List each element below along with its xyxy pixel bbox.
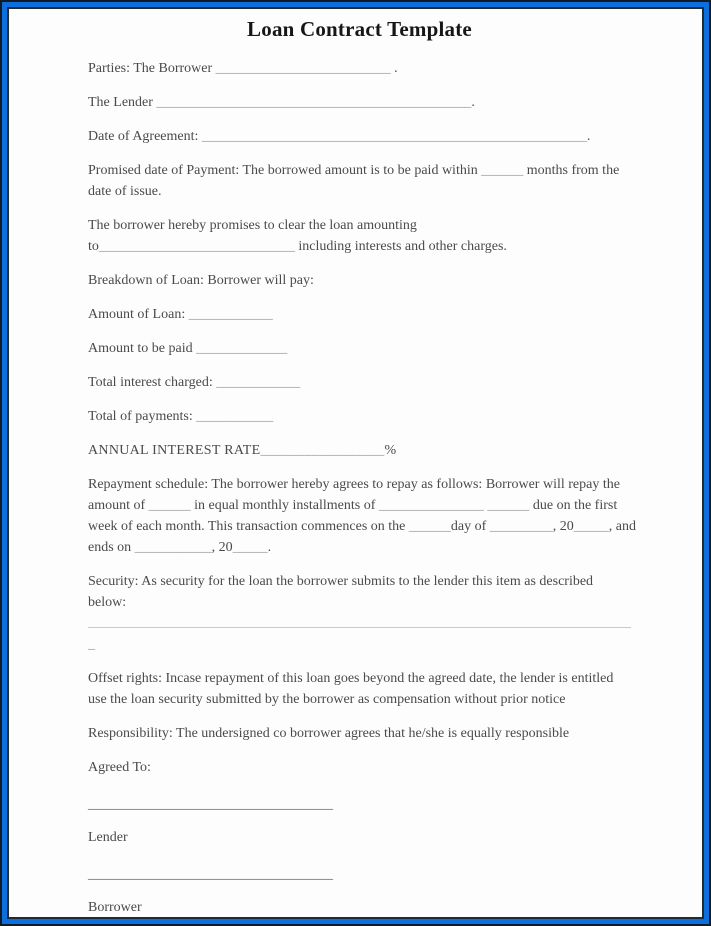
total-interest-label: Total interest charged: — [88, 375, 217, 390]
lender-label: The Lender — [88, 95, 157, 110]
repayment-line-4 — [88, 537, 631, 558]
lender-blank-line: _____________________________________________ — [156, 95, 472, 110]
responsibility-paragraph: Responsibility: The undersigned co borrower agrees that he/she is equally responsible — [88, 726, 570, 741]
months-blank-line: ______ — [481, 163, 524, 178]
security-item-divider-line — [88, 627, 631, 628]
amount-of-loan-blank-line: ____________ — [188, 307, 273, 322]
offset-rights-line-1: Offset rights: Incase repayment of this loan goes beyond the agreed date, the lender is entitled — [88, 671, 614, 686]
date-of-agreement-label: Date of Agreement: — [88, 129, 202, 144]
document-title: Loan Contract Template — [247, 17, 472, 41]
end-date-blank-line: ___________ — [134, 540, 212, 555]
annual-interest-rate-blank-line: _________________ — [260, 443, 385, 458]
offset-rights-line-2: use the loan security submitted by the borrower as compensation without prior notice — [88, 692, 566, 707]
repayment-line-1: Repayment schedule: The borrower hereby agrees to repay as follows: Borrower will repay the — [88, 477, 620, 492]
promised-payment-text-2: months from the — [523, 163, 620, 178]
repayment-suffix: . — [267, 540, 272, 555]
loan-promise-paragraph — [88, 215, 631, 257]
repayment-schedule-paragraph — [88, 474, 636, 558]
parties-label: Parties: The Borrower — [88, 61, 216, 76]
repayment-line-2 — [88, 495, 631, 516]
breakdown-heading: Breakdown of Loan: Borrower will pay: — [88, 273, 314, 288]
total-interest-blank-line: ____________ — [216, 375, 301, 390]
commence-day-blank-line: ______ — [408, 519, 451, 534]
repayment-text-2: in equal monthly installments of — [190, 498, 379, 513]
repayment-text-9: , 20 — [211, 540, 233, 555]
repayment-text-5: day of — [450, 519, 490, 534]
borrower-signature-line: ___________________________________ — [88, 867, 333, 882]
annual-interest-rate-label: ANNUAL INTEREST RATE — [88, 443, 261, 458]
amount-of-loan-line — [88, 304, 631, 325]
lender-signature-label: Lender — [88, 830, 128, 845]
date-of-agreement-suffix: . — [586, 129, 591, 144]
promised-payment-paragraph — [88, 160, 631, 202]
installments-blank-line-2: ______ — [487, 498, 530, 513]
promised-payment-line-2: date of issue. — [88, 184, 162, 199]
end-year-blank-line: _____ — [232, 540, 268, 555]
total-payments-blank-line: ___________ — [196, 409, 274, 424]
repayment-text: amount of — [88, 498, 149, 513]
amount-to-be-paid-label: Amount to be paid — [88, 341, 197, 356]
parties-blank-line: _________________________ — [215, 61, 391, 76]
date-of-agreement-line — [88, 126, 631, 147]
total-payments-line — [88, 406, 631, 427]
lender-line — [88, 92, 631, 113]
borrower-signature-label: Borrower — [88, 900, 142, 915]
lender-signature-line: ___________________________________ — [88, 797, 333, 812]
security-item-dash: _ — [88, 637, 95, 652]
repayment-text-3: due on the first — [529, 498, 618, 513]
security-line-1: Security: As security for the loan the borrower submits to the lender this item as described — [88, 574, 594, 589]
annual-interest-rate-line — [88, 440, 631, 461]
loan-promise-to-label: to — [88, 239, 99, 254]
lender-suffix: . — [471, 95, 475, 110]
repayment-text-7: , and — [608, 519, 636, 534]
repayment-text-4: week of each month. This transaction commences on the — [88, 519, 409, 534]
document-page — [7, 7, 704, 919]
date-of-agreement-blank-line: _______________________________________________________ — [201, 129, 587, 144]
repayment-text-8: ends on — [88, 540, 135, 555]
promised-payment-line-1 — [88, 160, 631, 181]
repayment-line-3 — [88, 516, 636, 537]
loan-amount-blank-line: ____________________________ — [98, 239, 295, 254]
loan-promise-line-2 — [88, 236, 631, 257]
loan-promise-text: including interests and other charges. — [294, 239, 507, 254]
agreed-to-label: Agreed To: — [88, 760, 151, 775]
amount-of-loan-label: Amount of Loan: — [88, 307, 189, 322]
percent-sign: % — [384, 443, 397, 458]
installments-blank-line: _______________ — [378, 498, 484, 513]
repayment-amount-blank-line: ______ — [148, 498, 191, 513]
security-line-2: below: — [88, 595, 127, 610]
parties-suffix: . — [390, 61, 398, 76]
commence-month-blank-line: _________ — [489, 519, 553, 534]
total-interest-line — [88, 372, 631, 393]
offset-rights-paragraph — [88, 668, 631, 710]
amount-to-be-paid-line — [88, 338, 631, 359]
parties-line — [88, 58, 631, 79]
commence-year-blank-line: _____ — [573, 519, 609, 534]
repayment-text-6: , 20 — [552, 519, 574, 534]
promised-payment-text: Promised date of Payment: The borrowed amount is to be paid within — [88, 163, 482, 178]
loan-promise-line-1: The borrower hereby promises to clear the loan amounting — [88, 218, 417, 233]
amount-to-be-paid-blank-line: _____________ — [196, 341, 288, 356]
total-payments-label: Total of payments: — [88, 409, 197, 424]
security-paragraph — [88, 571, 631, 613]
